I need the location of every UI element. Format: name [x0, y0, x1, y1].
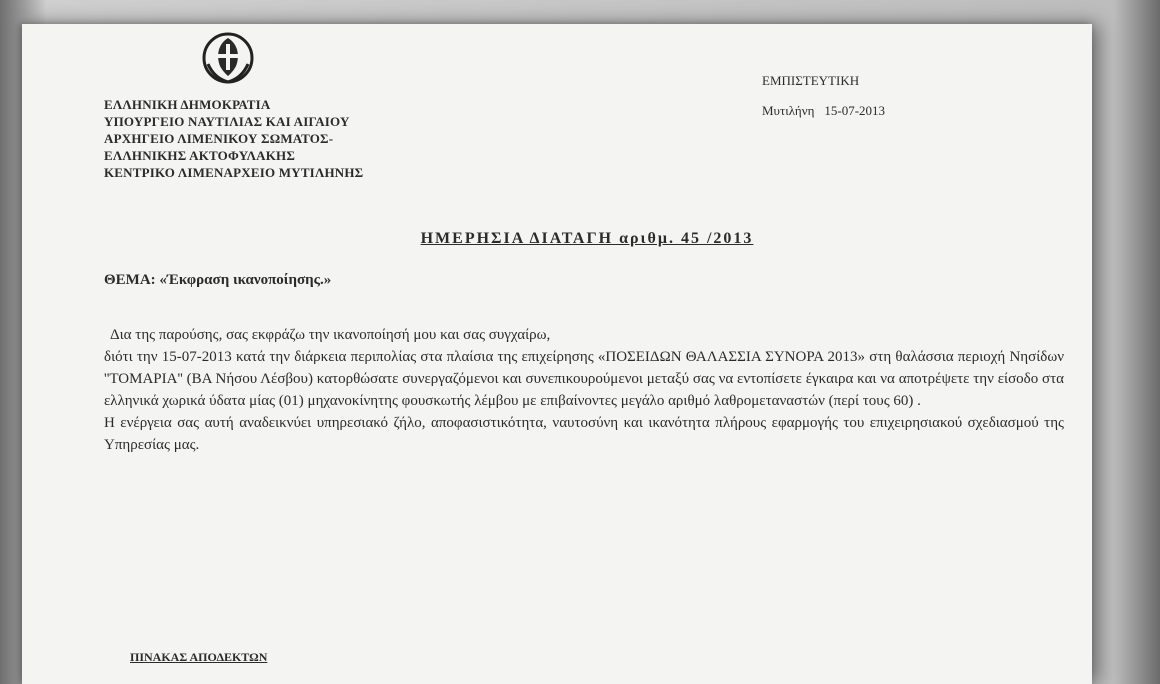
header-line: ΥΠΟΥΡΓΕΙΟ ΝΑΥΤΙΛΙΑΣ ΚΑΙ ΑΙΓΑΙΟΥ	[104, 114, 350, 129]
classification-label: ΕΜΠΙΣΤΕΥΤΙΚΗ	[762, 73, 860, 88]
document-title: ΗΜΕΡΗΣΙΑ ΔΙΑΤΑΓΗ αριθμ. 45 /2013	[420, 230, 754, 247]
document-meta	[762, 66, 895, 126]
body-paragraph: Δια της παρούσης, σας εκφράζω την ικανοποίησή μου και σας συγχαίρω,	[110, 327, 551, 343]
recipients-heading: ΠΙΝΑΚΑΣ ΑΠΟΔΕΚΤΩΝ	[130, 650, 268, 664]
header-line: ΑΡΧΗΓΕΙΟ ΛΙΜΕΝΙΚΟΥ ΣΩΜΑΤΟΣ-	[104, 131, 334, 146]
body-paragraph: διότι την 15-07-2013 κατά την διάρκεια περιπολίας στα πλαίσια της επιχείρησης «ΠΟΣΕΙΔΩΝ ΘΑΛΑΣΣΙΑ ΣΥΝΟΡΑ 2013» στη θαλάσσια περιοχή Νησίδων ''ΤΟΜΑΡΙΑ'' (ΒΑ Νήσου Λέσβου) κατορθώσατε συνεργαζόμενοι και συνεπικουρούμενοι μεταξύ σας να εντοπίσετε έγκαιρα και να αποτρέψετε την είσοδο στα ελληνικά χωρικά ύδατα μίας (01) μηχανοκίνητης φουσκωτής λέμβου με επιβαίνοντες μεγάλο αριθμό λαθρομεταναστών (περί τους 60) .	[104, 349, 1064, 409]
document-body	[104, 324, 1064, 456]
header-line: ΕΛΛΗΝΙΚΗΣ ΑΚΤΟΦΥΛΑΚΗΣ	[104, 148, 296, 163]
issuer-header	[104, 96, 363, 181]
document-subject: ΘΕΜΑ: «Έκφραση ικανοποίησης.»	[104, 272, 332, 288]
place: Μυτιλήνη	[762, 103, 815, 118]
header-line: ΚΕΝΤΡΙΚΟ ΛΙΜΕΝΑΡΧΕΙΟ ΜΥΤΙΛΗΝΗΣ	[104, 165, 364, 180]
date: 15-07-2013	[824, 103, 886, 118]
body-paragraph: Η ενέργεια σας αυτή αναδεικνύει υπηρεσιακό ζήλο, αποφασιστικότητα, ναυτοσύνη και ικανότητα πλήρους εφαρμογής του επιχειρησιακού σχεδιασμού της Υπηρεσίας μας.	[104, 415, 1064, 453]
header-line: ΕΛΛΗΝΙΚΗ ΔΗΜΟΚΡΑΤΙΑ	[104, 97, 271, 112]
coat-of-arms-icon	[200, 30, 256, 86]
place-date	[762, 96, 895, 126]
document-page	[22, 24, 1092, 684]
